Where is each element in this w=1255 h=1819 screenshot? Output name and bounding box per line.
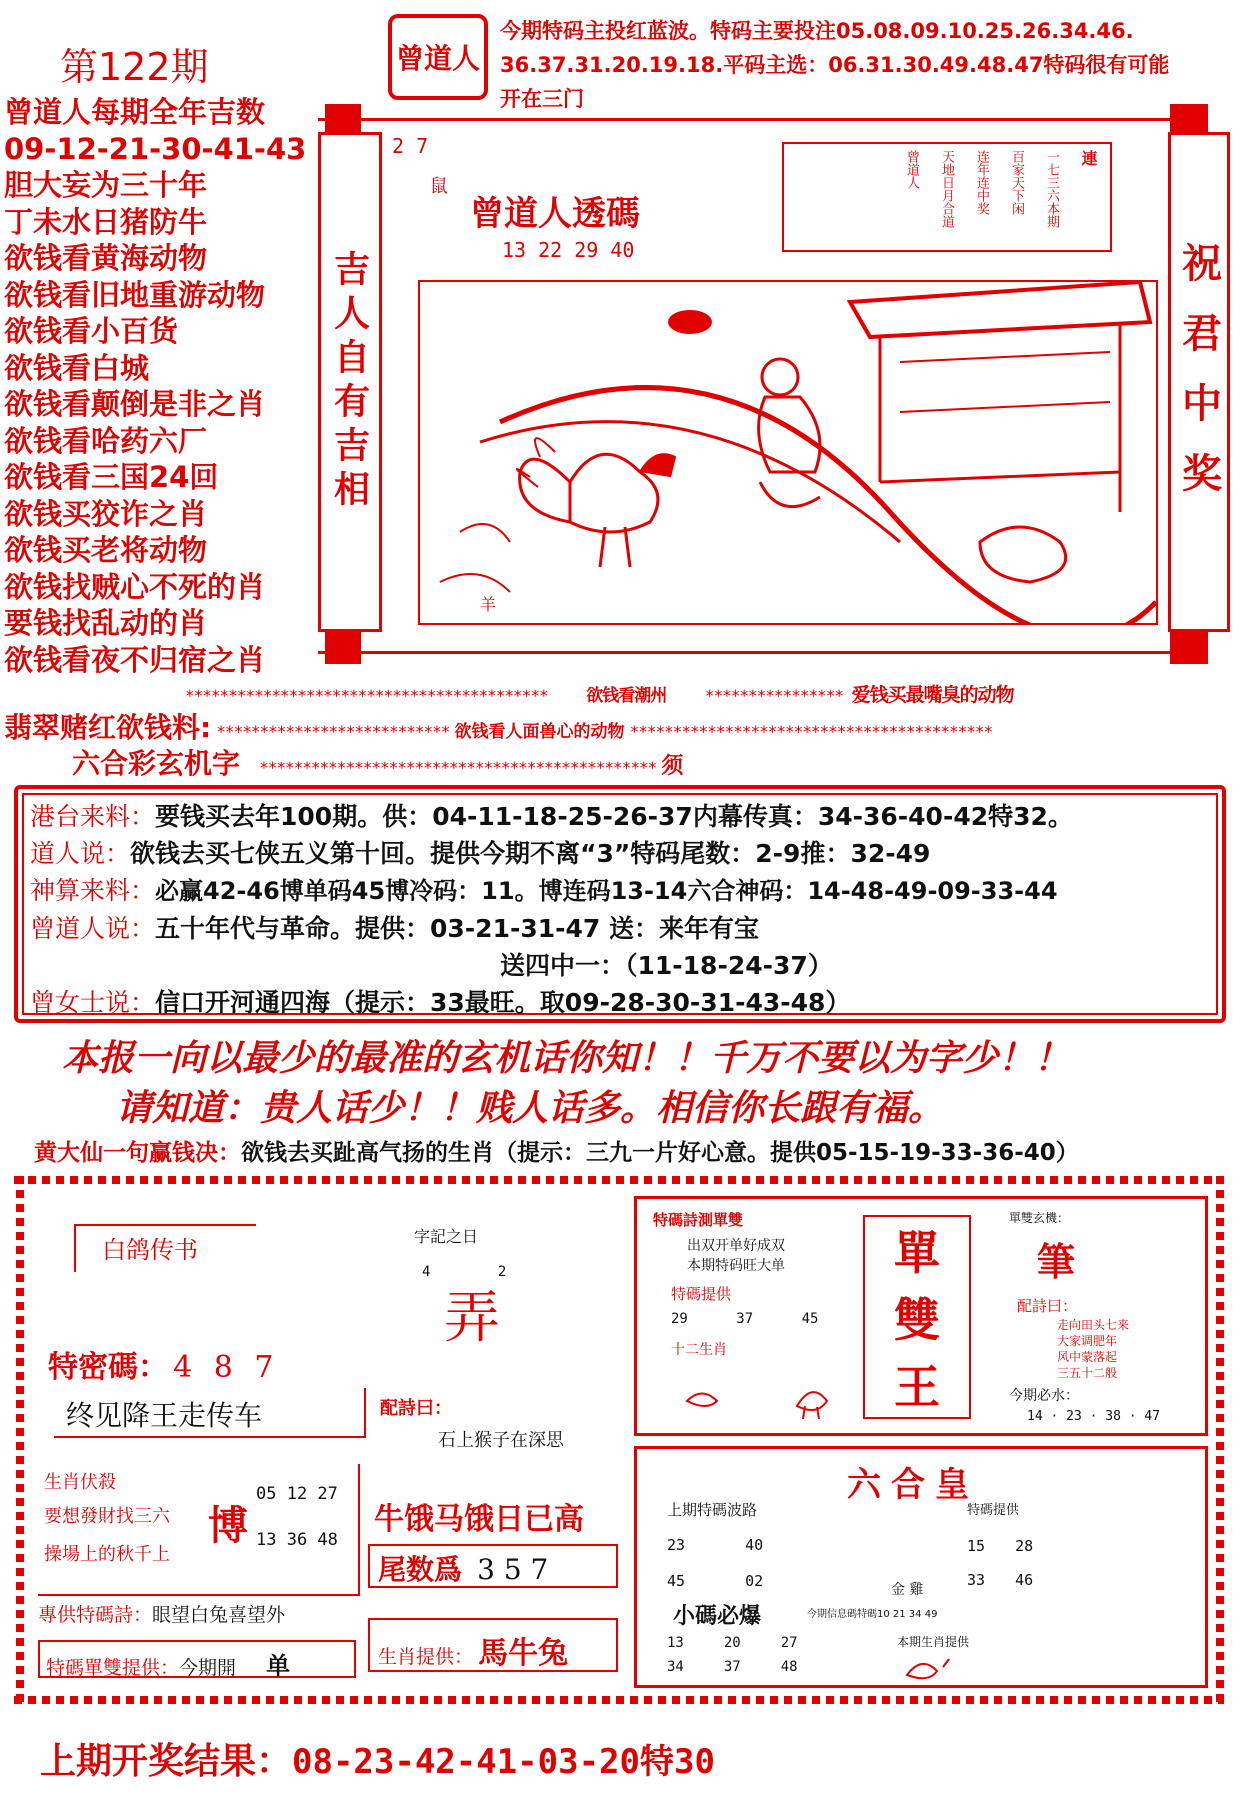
left-hint: 欲钱找贼心不死的肖 <box>4 569 266 604</box>
tema-label: 特密碼： <box>48 1350 168 1385</box>
small-num: 13 <box>667 1635 684 1651</box>
left-hint: 欲钱看旧地重游动物 <box>4 277 266 312</box>
illustration-corner-label: 羊 <box>480 595 497 614</box>
info-row-text: 必赢42-46博单码45博冷码：11。博连码13-14六合神码：14-48-49-09-33-44 <box>155 877 1058 905</box>
day-char-title: 字記之日 <box>414 1227 479 1246</box>
last-wave-label: 上期特碼波路 <box>667 1501 758 1519</box>
left-title: 曾道人每期全年吉数 <box>4 95 266 129</box>
tema-nums: 4 8 7 <box>173 1350 280 1385</box>
br-peishi-label: 配詩曰： <box>1017 1297 1078 1315</box>
notice-line-3: 开在三门 <box>500 87 584 111</box>
sx-label: 生肖提供： <box>378 1646 474 1668</box>
left-hint: 欲钱看黄海动物 <box>4 241 208 275</box>
right-poem-inset <box>782 142 1112 252</box>
tema-num-2: 28 <box>1015 1537 1034 1555</box>
couplet-right-panel <box>1168 132 1230 632</box>
tema-row <box>48 1342 279 1386</box>
small-nums <box>667 1631 798 1679</box>
picture-numbers: 13 22 29 40 <box>502 238 635 262</box>
couplet-left: 吉人自有吉相 <box>328 250 371 514</box>
right-poem-col: 百家天下闲 <box>1009 150 1024 215</box>
tail-row <box>368 1544 618 1588</box>
small-num: 37 <box>723 1659 741 1675</box>
king-char-1: 單 <box>894 1226 940 1281</box>
logo-seal <box>388 14 488 100</box>
huang-daxian-line <box>34 1134 1079 1167</box>
slogan-line-2: 请知道：贵人话少！！贱人话多。相信你长跟有福。 <box>116 1087 945 1129</box>
br-tema-offer: 特碼提供 <box>671 1285 732 1303</box>
huang-daxian-text: 欲钱去买趾高气扬的生肖（提示：三九一片好心意。提供05-15-19-33-36-40） <box>241 1140 1079 1166</box>
wave-num: 23 <box>667 1536 686 1554</box>
king-box <box>863 1215 971 1419</box>
tema-num-2: 33 <box>967 1571 986 1589</box>
bottom-left-panel <box>34 1194 628 1684</box>
star-row-2-mid: 欲钱看人面兽心的动物 <box>454 722 625 742</box>
tema-poem-box <box>54 1388 366 1438</box>
couplet-left-panel <box>318 132 382 632</box>
special-text: 眼望白兔喜望外 <box>152 1604 286 1626</box>
peishi-text: 石上猴子在深思 <box>438 1430 564 1451</box>
liuhe-title: 六合皇 <box>847 1465 979 1505</box>
info-row <box>30 798 1073 835</box>
zodiac-block <box>38 1464 360 1596</box>
right-poem-col: 曾道人 <box>904 150 919 189</box>
info-row <box>30 872 1073 910</box>
deco-border-top <box>14 1176 1224 1184</box>
info-row <box>30 947 1073 984</box>
result-line <box>40 1733 715 1784</box>
deco-border-bottom <box>14 1696 1224 1704</box>
tail-nums: 3 5 7 <box>477 1553 549 1586</box>
picture-top-numbers: 2 7 <box>392 134 429 158</box>
sx-row <box>368 1618 618 1672</box>
result-label: 上期开奖结果： <box>40 1741 293 1782</box>
zodiac-line-1: 要想發財找三六 <box>44 1506 170 1527</box>
left-poem-1: 胆大妄为三十年 <box>4 168 208 202</box>
br-peishi-line: 走向田头七来 <box>1057 1318 1130 1332</box>
small-label: 小碼必爆 <box>673 1603 762 1629</box>
wave-num: 02 <box>745 1572 764 1590</box>
poem-big: 牛饿马饿日已高 <box>374 1502 584 1537</box>
picture-animal-label: 鼠 <box>430 176 448 197</box>
special-row <box>38 1600 285 1627</box>
bo-nums-1: 05 12 27 <box>256 1484 338 1504</box>
star-row-3-label: 六合彩玄机字 <box>72 747 241 780</box>
br-animal-icons <box>677 1371 877 1421</box>
info-row <box>30 984 1073 1021</box>
info-row-text: 要钱买去年100期。供：04-11-18-25-26-37内幕传真：34-36-40-42特32。 <box>155 802 1073 831</box>
bottom-right-lower-panel <box>634 1446 1208 1688</box>
br-shengxiao: 十二生肖 <box>671 1342 727 1358</box>
br-fabu-char: 筆 <box>1037 1239 1076 1284</box>
zodiac-line-2: 操場上的秋千上 <box>44 1544 170 1565</box>
br-must-nums: 14 · 23 · 38 · 47 <box>1027 1409 1161 1424</box>
info-row-text: 送四中一：（11-18-24-37） <box>500 951 833 980</box>
star-row-1-right: 爱钱买最嘴臭的动物 <box>851 684 1014 706</box>
right-poem-title: 連 <box>1079 150 1098 166</box>
left-hint: 欲钱看夜不归宿之肖 <box>4 642 266 677</box>
wave-num: 40 <box>745 1536 764 1554</box>
star-row-3 <box>72 742 683 782</box>
paper-title-box <box>74 1224 256 1272</box>
huang-daxian-label: 黄大仙一句赢钱决： <box>34 1140 241 1166</box>
slogan-line-1: 本报一向以最少的最准的玄机话你知！！千万不要以为字少！！ <box>62 1037 1071 1079</box>
sx-value: 馬牛兔 <box>478 1636 569 1671</box>
tema-num-2: 15 <box>967 1537 986 1555</box>
br-peishi-line: 风中蒙落起 <box>1057 1350 1118 1364</box>
left-hint: 欲钱买老将动物 <box>4 533 208 567</box>
day-char-nums: 4 2 <box>422 1264 507 1280</box>
br-tema-nums <box>671 1311 818 1327</box>
odd-label: 特碼單雙提供： <box>46 1657 180 1679</box>
star-row-stars: ****************************************** <box>185 686 548 705</box>
info-row-label: 神算来料： <box>30 876 156 905</box>
peishi-label: 配詩曰： <box>380 1398 452 1419</box>
br-tema-num: 29 <box>671 1311 688 1327</box>
special-label: 專供特碼詩： <box>38 1604 153 1626</box>
tema-nums-2 <box>967 1529 1033 1597</box>
small-num: 34 <box>667 1659 684 1675</box>
br-poem-l1: 出双开单好成双 <box>687 1238 785 1254</box>
result-numbers: 08-23-42-41-03-20特30 <box>292 1742 715 1782</box>
star-row-1-mid: 欲钱看潮州 <box>586 686 667 706</box>
info-row-label: 曾女士说： <box>30 988 156 1017</box>
bo-label: 博 <box>208 1502 248 1549</box>
notice-line-1: 今期特码主投红蓝波。特码主要投注05.08.09.10.25.26.34.46. <box>500 19 1134 43</box>
br-peishi-line: 大家调肥年 <box>1057 1334 1118 1348</box>
couplet-right: 祝君中奖 <box>1175 242 1223 522</box>
br-fabu-label: 單雙玄機： <box>1009 1211 1070 1225</box>
illustration-frame <box>418 280 1158 625</box>
day-char: 弄 <box>444 1286 500 1351</box>
gold-label: 金 雞 <box>891 1582 924 1598</box>
br-tema-num: 37 <box>736 1311 754 1327</box>
info-row-text: 五十年代与革命。提供：03-21-31-47 送：来年有宝 <box>155 914 760 943</box>
king-char-2: 雙 <box>894 1292 940 1347</box>
left-hint: 欲钱买狡诈之肖 <box>4 496 208 531</box>
deco-border-left <box>16 1176 24 1704</box>
star-row-stars: ********************************************** <box>259 758 657 777</box>
header-notice <box>500 14 1169 116</box>
info-row-text: 欲钱去买七侠五义第十回。提供今期不离“3”特码尾数：2-9推：32-49 <box>130 839 931 868</box>
info-row-text: 信口开河通四海（提示：33最旺。取09-28-30-31-43-48） <box>155 988 851 1017</box>
left-hint: 欲钱看颠倒是非之肖 <box>4 387 266 421</box>
left-hint: 欲钱看三国24回 <box>4 460 219 494</box>
issue-number: 第122期 <box>60 45 209 89</box>
logo-text: 曾道人 <box>395 42 480 75</box>
paper-title: 白鸽传书 <box>102 1236 198 1264</box>
star-row-3-end: 须 <box>661 754 684 779</box>
star-row-stars: **************** <box>704 686 843 705</box>
star-row-1 <box>185 680 1014 707</box>
bottom-right-top-panel <box>634 1196 1208 1436</box>
left-lucky-numbers: 09-12-21-30-41-43 <box>4 131 307 166</box>
br-peishi-line: 三五十二般 <box>1057 1366 1118 1380</box>
tail-label: 尾数爲 <box>378 1553 463 1586</box>
sx-offer-label: 本期生肖提供 <box>897 1635 970 1649</box>
wave-num: 45 <box>667 1572 686 1590</box>
right-poem-col: 一七三六本期 <box>1044 150 1059 228</box>
rooster-scene-illustration <box>420 282 1156 623</box>
king-char-3: 王 <box>894 1359 940 1414</box>
br-peishi-lines <box>1057 1317 1129 1381</box>
br-must-label: 今期必水： <box>1009 1388 1079 1404</box>
tema-offer-2: 特碼提供 <box>967 1503 1020 1518</box>
star-row-stars: *************************** <box>216 722 450 741</box>
br-tema-num: 45 <box>801 1311 819 1327</box>
star-row-2 <box>4 706 992 746</box>
small-num: 27 <box>780 1635 798 1651</box>
notice-line-2: 36.37.31.20.19.18.平码主选：06.31.30.49.48.47特码很有可能 <box>500 53 1170 77</box>
star-row-2-label: 翡翠赌红欲钱料: <box>4 711 212 744</box>
info-row-label: 道人说： <box>30 839 131 868</box>
odd-value: 单 <box>266 1651 291 1680</box>
left-hint: 欲钱看白城 <box>4 350 150 385</box>
wave-nums <box>667 1527 763 1599</box>
rooster-icon <box>887 1653 1007 1685</box>
info-row-label: 曾道人说： <box>30 914 156 943</box>
br-poem-title: 特碼詩測單雙 <box>653 1211 744 1229</box>
star-row-stars: ****************************************** <box>629 722 993 741</box>
info-row <box>30 835 1073 872</box>
left-hint: 欲钱看哈药六厂 <box>4 423 208 458</box>
left-column <box>4 94 306 678</box>
info-rows <box>30 798 1073 1021</box>
odd-text: 今期開 <box>179 1657 237 1679</box>
br-poem-l2: 本期特码旺大单 <box>687 1258 785 1274</box>
left-hint: 欲钱看小百货 <box>4 314 179 348</box>
small-num: 48 <box>780 1659 798 1675</box>
odd-row <box>38 1640 356 1678</box>
left-poem-2: 丁未水日猪防牛 <box>4 204 208 239</box>
right-poem-col: 连年连中奖 <box>974 150 989 215</box>
tema-poem: 终见降王走传车 <box>66 1399 263 1432</box>
zodiac-title: 生肖伏殺 <box>44 1472 116 1493</box>
info-row-label: 港台来料： <box>30 802 156 831</box>
info-row <box>30 910 1073 947</box>
last-info-line: 今期信息碼特碼10 21 34 49 <box>807 1609 938 1620</box>
picture-title: 曾道人透碼 <box>470 194 640 234</box>
right-poem-col: 天地日月合道 <box>939 150 954 228</box>
left-hint: 要钱找乱动的肖 <box>4 606 208 640</box>
bo-nums-2: 13 36 48 <box>256 1530 338 1550</box>
deco-border-right <box>1216 1176 1224 1704</box>
tema-num-2: 46 <box>1015 1571 1034 1589</box>
small-num: 20 <box>723 1635 741 1651</box>
